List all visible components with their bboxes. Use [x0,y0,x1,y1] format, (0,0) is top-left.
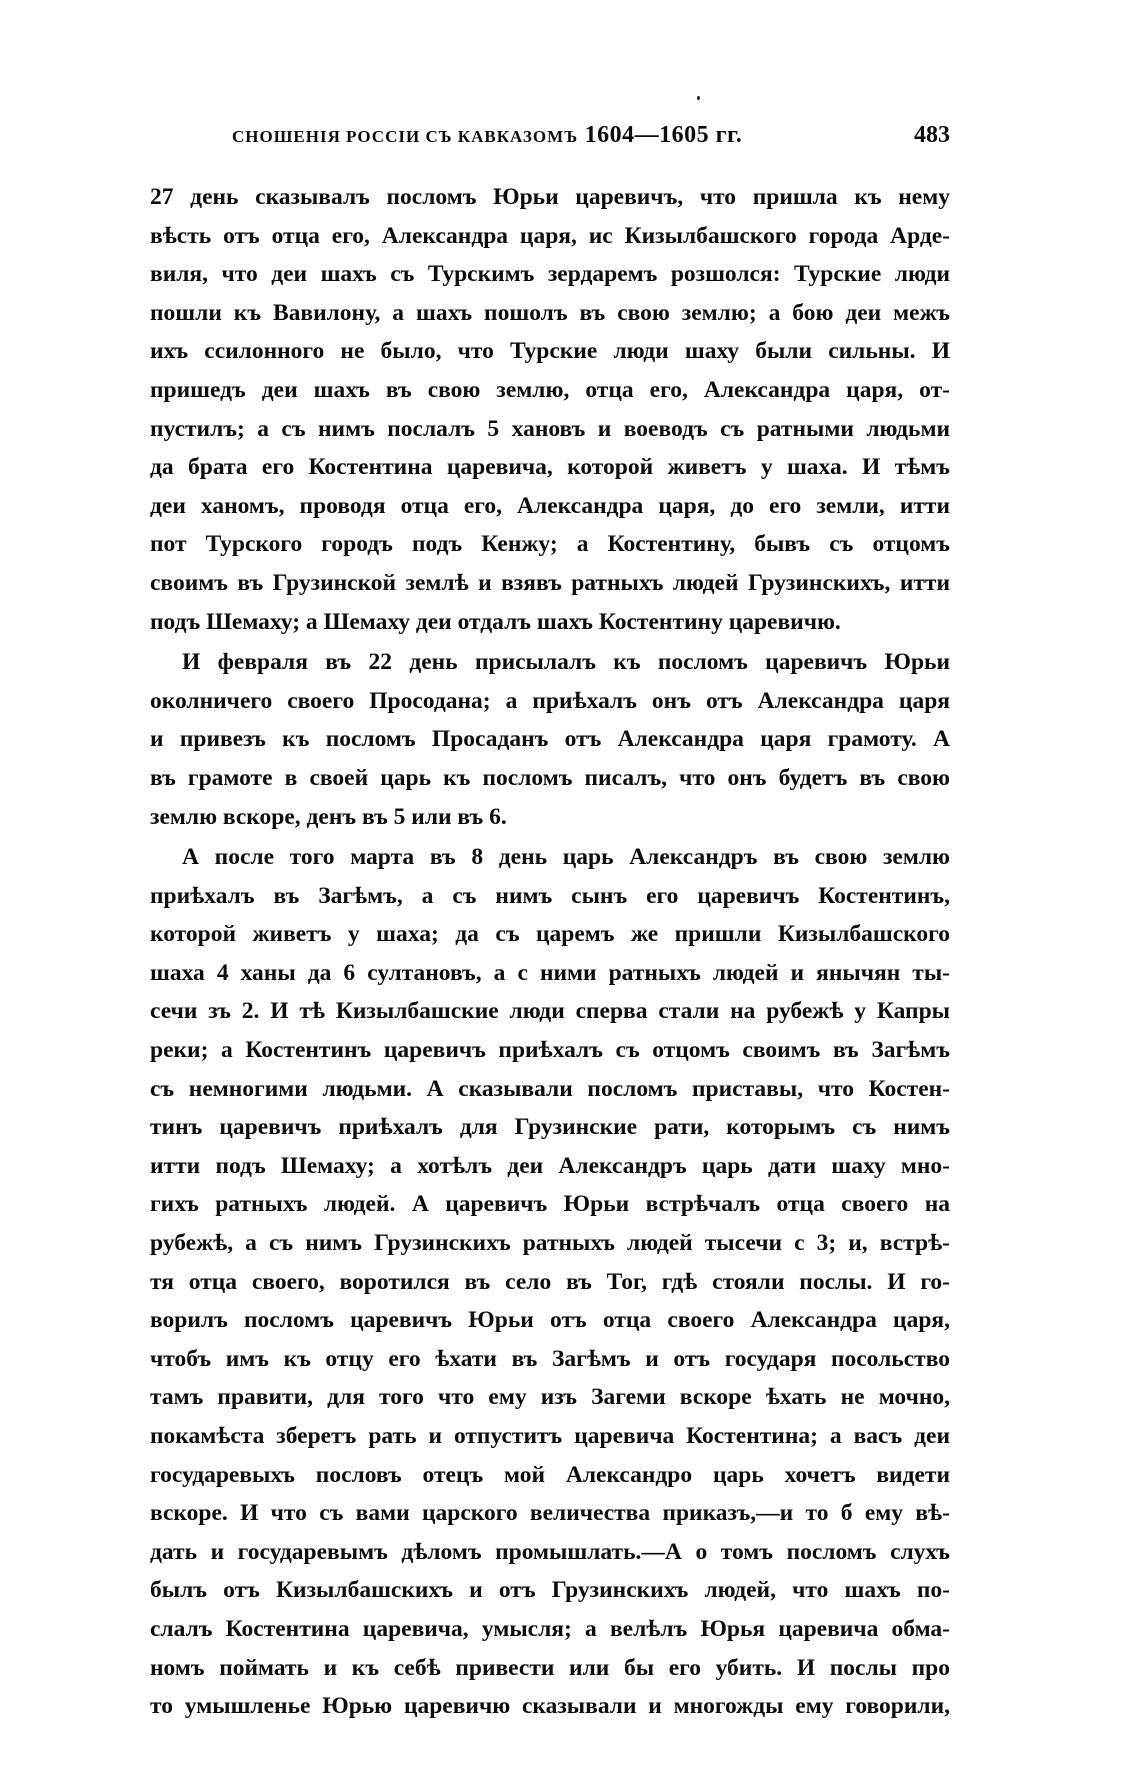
text-line: то умышленье Юрью царевичю сказывали и многожды ему говорили, [150,1693,950,1720]
paragraph [150,838,950,1726]
text-line: А после того марта въ 8 день царь Александръ въ свою землю [182,844,950,871]
text-line: въ грамоте в своей царь къ посломъ писалъ, что онъ будетъ въ свою [150,764,950,791]
page-number: 483 [914,122,950,148]
text-line: реки; а Костентинъ царевичъ приѣхалъ съ отцомъ своимъ въ Загѣмъ [150,1037,950,1064]
text-line: пришедъ деи шахъ въ свою землю, отца его, Александра царя, от- [150,376,950,403]
text-line: итти подъ Шемаху; а хотѣлъ деи Александръ царь дати шаху мно- [150,1152,950,1179]
text-line: тинъ царевичъ приѣхалъ для Грузинские рати, которымъ съ нимъ [150,1114,950,1141]
paragraph [150,178,950,641]
text-line: рубежѣ, а съ нимъ Грузинскихъ ратныхъ людей тысечи с 3; и, встрѣ- [150,1230,950,1257]
text-line: государевыхъ пословъ отецъ мой Александро царь хочетъ видети [150,1461,950,1488]
text-line: вѣсть отъ отца его, Александра царя, ис Кизылбашского города Арде- [150,222,950,249]
text-line: деи ханомъ, проводя отца его, Александра царя, до его земли, итти [150,492,950,519]
text-line: И февраля въ 22 день присылалъ къ посломъ царевичъ Юрьи [182,649,950,676]
body-text [150,178,950,1726]
text-line: гихъ ратныхъ людей. А царевичъ Юрьи встрѣчалъ отца своего на [150,1191,950,1218]
text-line: тя отца своего, воротился въ село въ Тог, гдѣ стояли послы. И го- [150,1268,950,1295]
text-line: ихъ ссилонного не было, что Турские люди шаху были сильны. И [150,338,950,365]
text-line: пот Турского городъ подъ Кенжу; а Костентину, бывъ съ отцомъ [150,531,950,558]
paragraph [150,643,950,836]
text-line: шаха 4 ханы да 6 султановъ, а с ними ратныхъ людей и янычян ты- [150,959,950,986]
text-line: вскоре. И что съ вами царского величества приказъ,—и то б ему вѣ- [150,1500,950,1527]
text-line: пустилъ; а съ нимъ послалъ 5 хановъ и воеводъ съ ратными людьми [150,415,950,442]
text-line: своимъ въ Грузинской землѣ и взявъ ратныхъ людей Грузинскихъ, итти [150,569,950,596]
text-line: номъ поймать и къ себѣ привести или бы его убить. И послы про [150,1654,950,1681]
text-line: сечи зъ 2. И тѣ Кизылбашские люди сперва стали на рубежѣ у Капры [150,998,950,1025]
text-line: дать и государевымъ дѣломъ промышлать.—А о томъ посломъ слухъ [150,1538,950,1565]
text-line: тамъ правити, для того что ему изъ Загеми вскоре ѣхать не мочно, [150,1384,950,1411]
text-line: пошли къ Вавилону, а шахъ пошолъ въ свою землю; а бою деи межъ [150,299,950,326]
print-speck [697,96,700,100]
text-line: чтобъ имъ къ отцу его ѣхати въ Загѣмъ и отъ государя посольство [150,1345,950,1372]
running-head-prefix: СНОШЕНIЯ РОССIИ СЪ КАВКАЗОМЪ [232,127,579,146]
text-line: былъ отъ Кизылбашскихъ и отъ Грузинскихъ людей, что шахъ по- [150,1577,950,1604]
text-line: покамѣста зберетъ рать и отпуститъ царевича Костентина; а васъ деи [150,1423,950,1449]
text-line: приѣхалъ въ Загѣмъ, а съ нимъ сынъ его царевичъ Костентинъ, [150,882,950,909]
text-line: землю вскоре, денъ въ 5 или въ 6. [150,803,507,830]
text-line: слалъ Костентина царевича, умысля; а велѣлъ Юрья царевича обма- [150,1615,950,1642]
running-head-years: 1604—1605 гг. [584,122,743,148]
text-line: ворилъ посломъ царевичъ Юрьи отъ отца своего Александра царя, [150,1307,950,1334]
text-line: которой живетъ у шаха; да съ царемъ же пришли Кизылбашского [150,921,950,948]
text-line: 27 день сказывалъ посломъ Юрьи царевичъ, что пришла къ нему [150,184,950,210]
text-line: виля, что деи шахъ съ Турскимъ зердаремъ розшолся: Турские люди [150,261,950,288]
page-header [150,122,950,162]
text-line: и привезъ къ посломъ Просаданъ отъ Александра царя грамоту. А [150,726,950,753]
text-line: околничего своего Просодана; а приѣхалъ онъ отъ Александра царя [150,687,950,714]
text-line: да брата его Костентина царевича, которой живетъ у шаха. И тѣмъ [150,454,950,481]
text-line: подъ Шемаху; а Шемаху деи отдалъ шахъ Костентину царевичю. [150,608,841,635]
text-line: съ немногими людьми. А сказывали посломъ приставы, что Костен- [150,1075,950,1102]
running-head [232,122,742,149]
